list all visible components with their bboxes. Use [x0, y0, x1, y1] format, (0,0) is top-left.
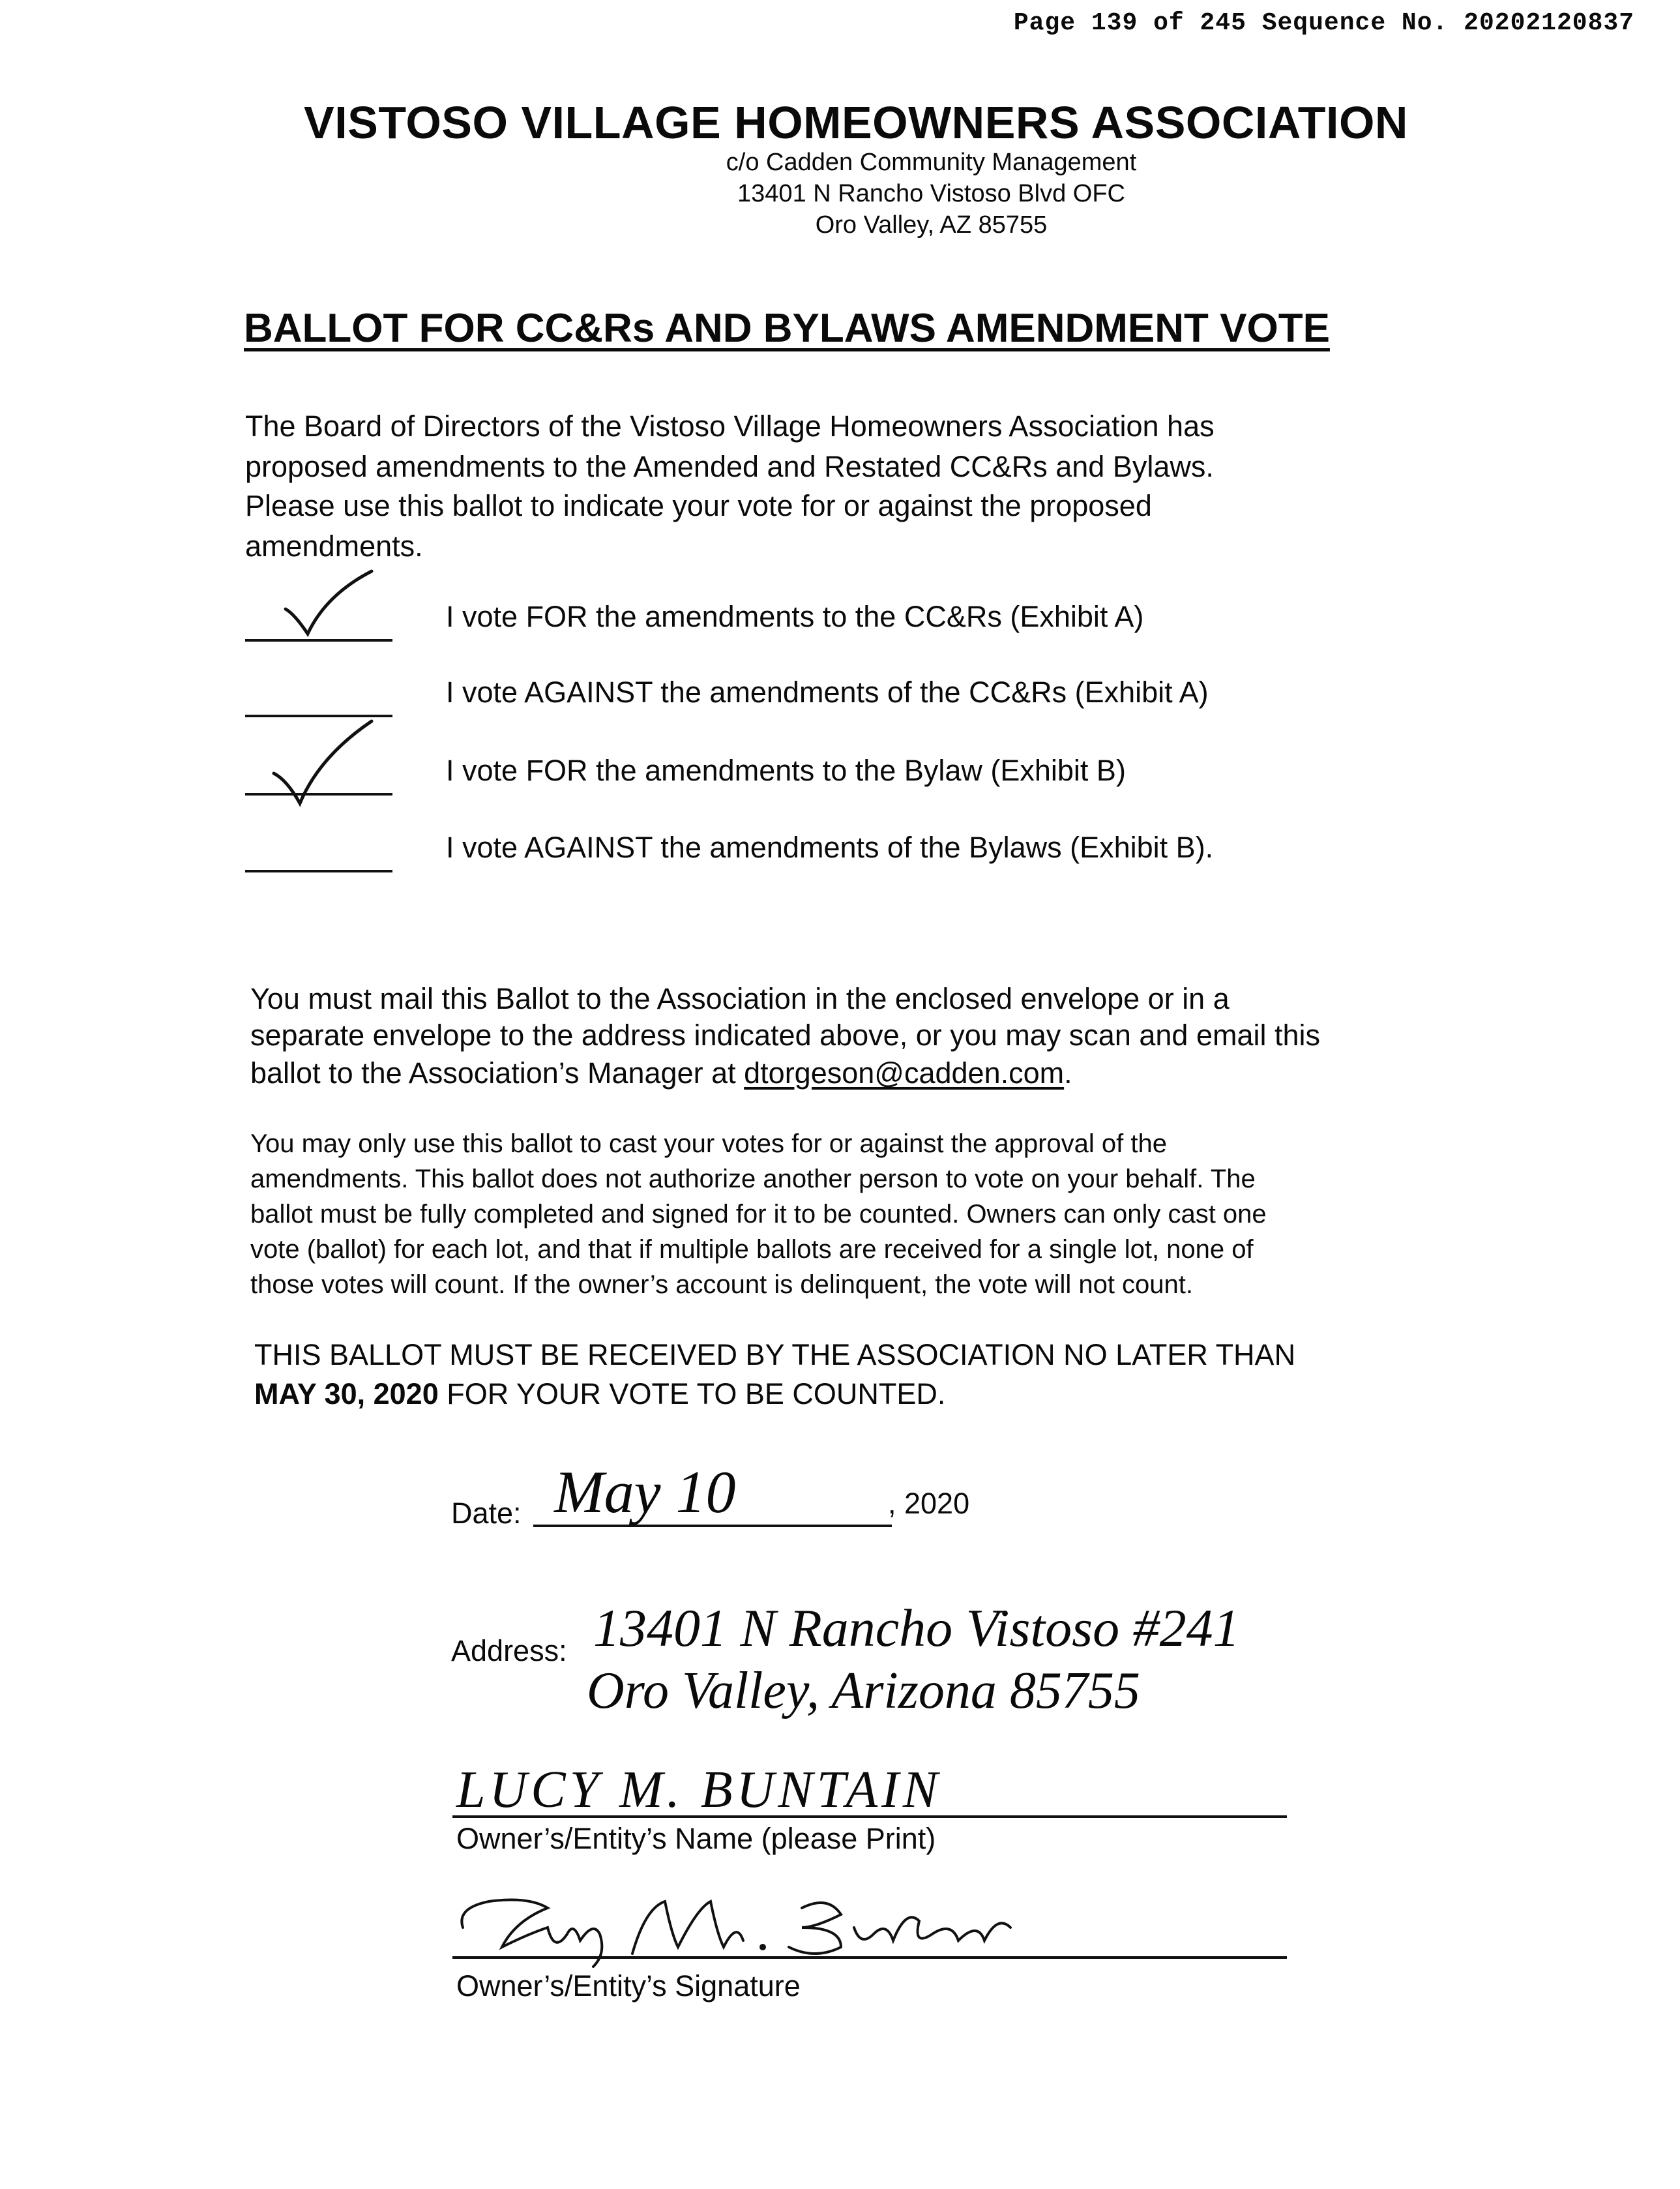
- mail-instructions-prefix: ballot to the Association’s Manager at: [250, 1056, 744, 1090]
- checkmark-icon: [267, 717, 378, 809]
- vote-option-label: I vote AGAINST the amendments of the CC&Rs (Exhibit A): [446, 676, 1209, 709]
- date-year: , 2020: [888, 1487, 970, 1520]
- date-field[interactable]: May 10: [554, 1459, 736, 1525]
- vote-blank-against-bylaws[interactable]: [245, 870, 392, 872]
- association-address-line: Oro Valley, AZ 85755: [815, 211, 1048, 239]
- signature-underline: [452, 1956, 1287, 1959]
- address-field-line2[interactable]: Oro Valley, Arizona 85755: [587, 1662, 1140, 1720]
- vote-option-label: I vote FOR the amendments to the Bylaw (Exhibit B): [446, 754, 1126, 787]
- usage-rules: You may only use this ballot to cast your votes for or against the approval of the: [250, 1129, 1167, 1158]
- address-field-line1[interactable]: 13401 N Rancho Vistoso #241: [593, 1598, 1240, 1658]
- mail-instructions-suffix: .: [1064, 1056, 1072, 1090]
- association-name: VISTOSO VILLAGE HOMEOWNERS ASSOCIATION: [304, 97, 1408, 148]
- ballot-title: BALLOT FOR CC&Rs AND BYLAWS AMENDMENT VOTE: [244, 306, 1330, 351]
- date-underline: [533, 1525, 892, 1527]
- association-address-line: 13401 N Rancho Vistoso Blvd OFC: [737, 180, 1125, 207]
- checkmark-icon: [280, 569, 378, 640]
- vote-option-label: I vote FOR the amendments to the CC&Rs (Exhibit A): [446, 600, 1144, 633]
- page-sequence-stamp: Page 139 of 245 Sequence No. 20202120837: [1013, 9, 1634, 37]
- usage-rules: those votes will count. If the owner’s account is delinquent, the vote will not count.: [250, 1270, 1194, 1299]
- mail-instructions: [250, 1056, 1072, 1090]
- mail-instructions: separate envelope to the address indicated above, or you may scan and email this: [250, 1019, 1321, 1052]
- usage-rules: vote (ballot) for each lot, and that if multiple ballots are received for a single lot, none of: [250, 1235, 1254, 1264]
- intro-text: Please use this ballot to indicate your vote for or against the proposed: [245, 489, 1152, 522]
- date-label: Date:: [451, 1497, 522, 1530]
- deadline-date: MAY 30, 2020: [254, 1377, 439, 1410]
- vote-option-label: I vote AGAINST the amendments of the Bylaws (Exhibit B).: [446, 831, 1214, 864]
- intro-text: proposed amendments to the Amended and Restated CC&Rs and Bylaws.: [245, 450, 1214, 483]
- intro-text: amendments.: [245, 529, 423, 563]
- manager-email-link[interactable]: dtorgeson@cadden.com: [744, 1056, 1065, 1090]
- address-label: Address:: [451, 1634, 567, 1667]
- intro-text: The Board of Directors of the Vistoso Village Homeowners Association has: [245, 410, 1215, 443]
- deadline-notice: [254, 1377, 945, 1411]
- deadline-notice-rest: FOR YOUR VOTE TO BE COUNTED.: [438, 1377, 946, 1410]
- owner-name-caption: Owner’s/Entity’s Name (please Print): [456, 1822, 936, 1855]
- owner-name-field[interactable]: LUCY M. BUNTAIN: [456, 1761, 942, 1819]
- usage-rules: ballot must be fully completed and signed for it to be counted. Owners can only cast one: [250, 1200, 1267, 1229]
- deadline-notice: THIS BALLOT MUST BE RECEIVED BY THE ASSOCIATION NO LATER THAN: [254, 1338, 1296, 1371]
- signature-image: [437, 1882, 1024, 1973]
- association-address-line: c/o Cadden Community Management: [726, 149, 1137, 176]
- usage-rules: amendments. This ballot does not authorize another person to vote on your behalf. The: [250, 1165, 1256, 1193]
- mail-instructions: You must mail this Ballot to the Association in the enclosed envelope or in a: [250, 982, 1230, 1015]
- signature-caption: Owner’s/Entity’s Signature: [456, 1969, 801, 2003]
- owner-name-underline: [452, 1815, 1287, 1818]
